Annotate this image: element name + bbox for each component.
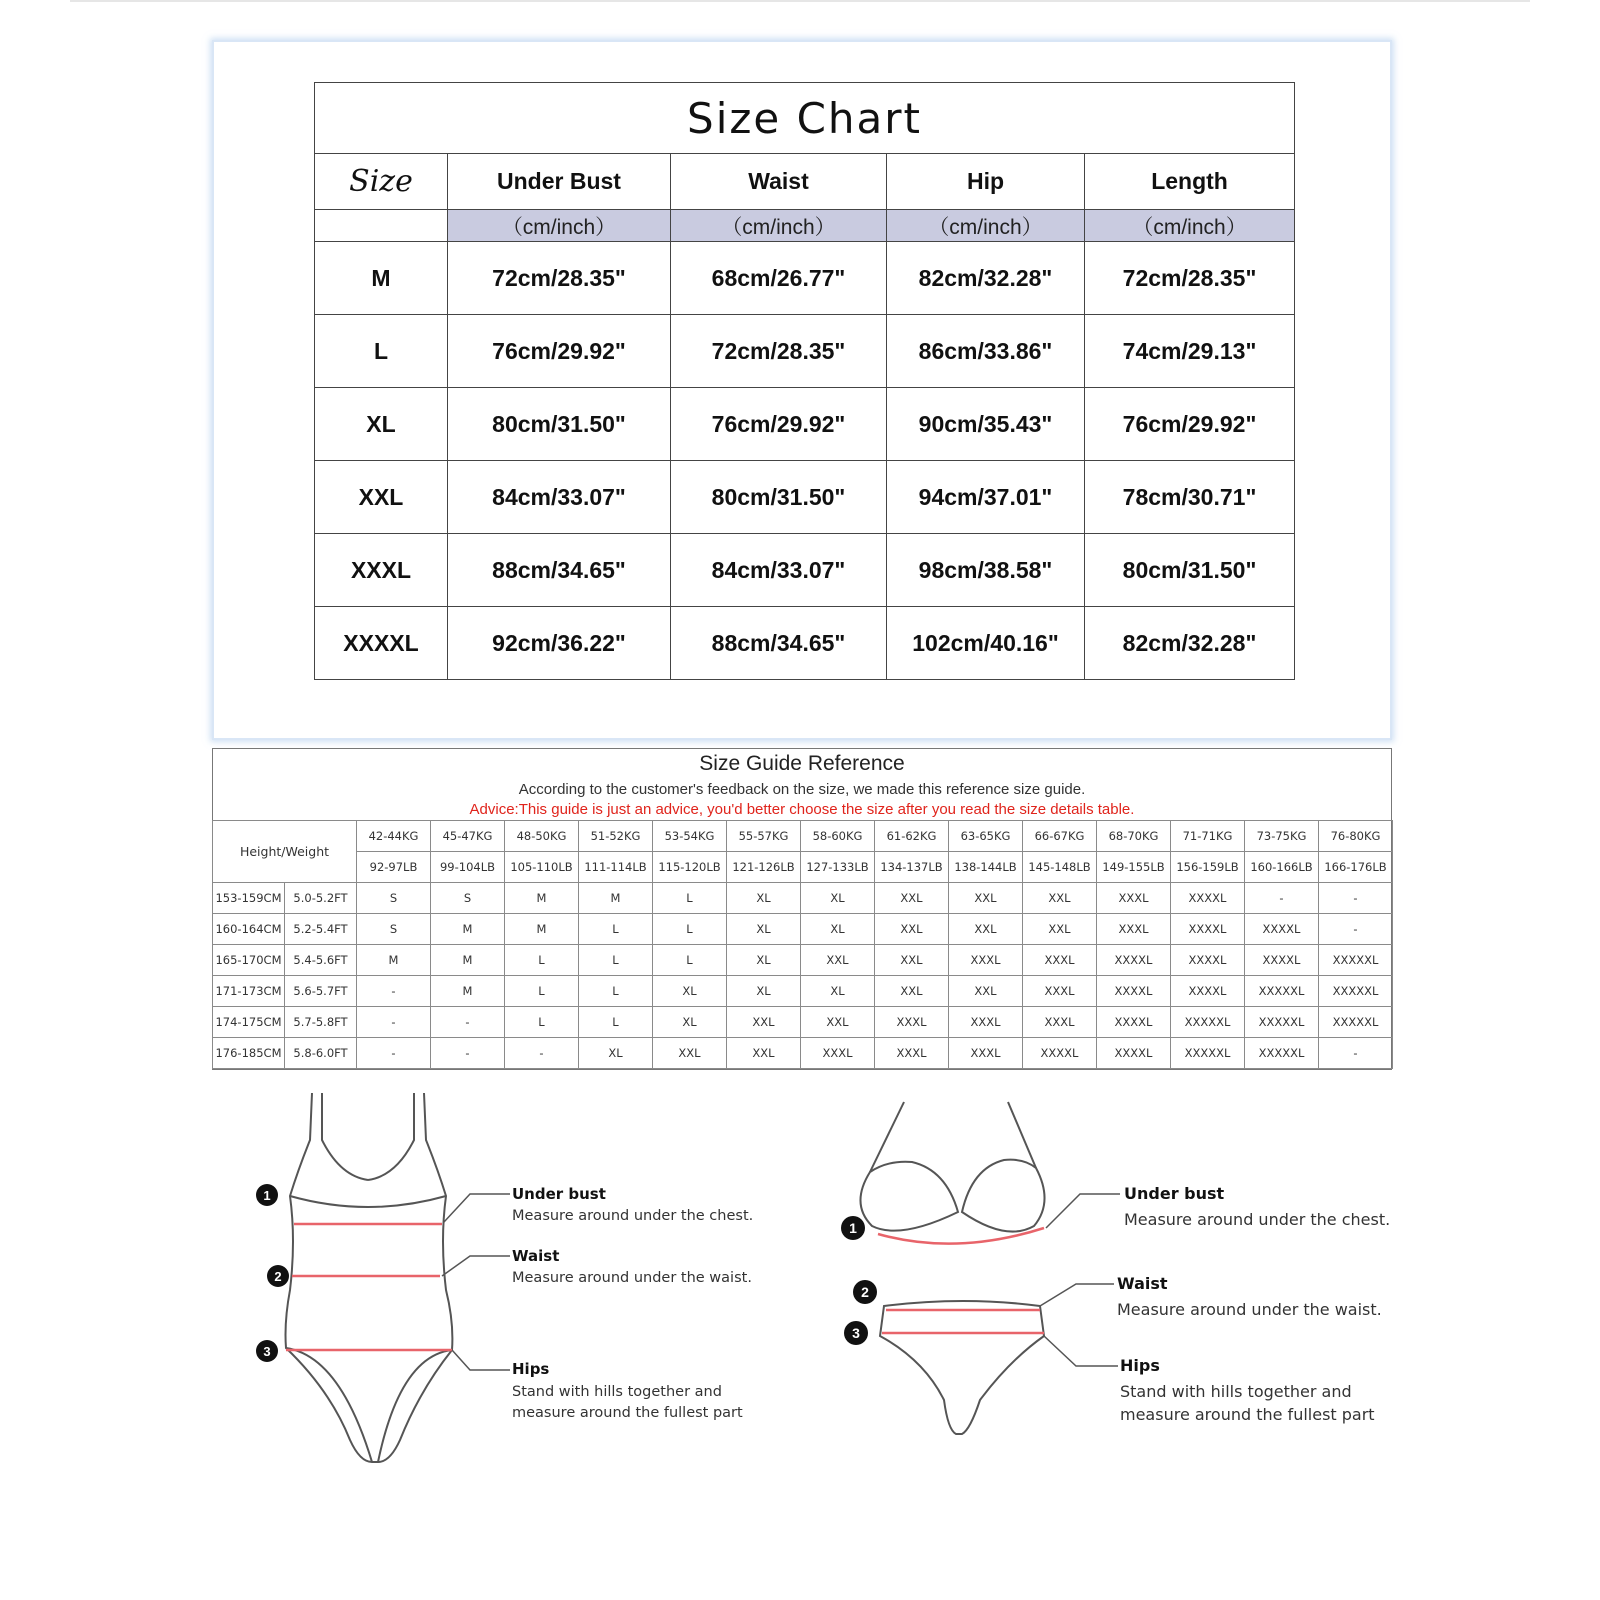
- guide-size-cell: XXL: [653, 1038, 727, 1069]
- guide-size-cell: XXXL: [949, 1038, 1023, 1069]
- height-ft-cell: 5.7-5.8FT: [285, 1007, 357, 1038]
- height-ft-cell: 5.6-5.7FT: [285, 976, 357, 1007]
- col-header-length: Length: [1085, 154, 1295, 210]
- guide-size-cell: L: [505, 976, 579, 1007]
- guide-size-cell: -: [1319, 914, 1393, 945]
- measurement-cell: 80cm/31.50": [1085, 534, 1295, 607]
- size-guide-advice: Advice:This guide is just an advice, you'd better choose the size after you read the size details table.: [469, 801, 1135, 818]
- size-cell: XL: [315, 388, 448, 461]
- bikini-measure-lines: [878, 1228, 1044, 1333]
- size-chart-title: Size Chart: [315, 83, 1295, 154]
- bikini-strap-right: [1008, 1102, 1036, 1168]
- guide-size-cell: L: [505, 945, 579, 976]
- guide-size-cell: XXL: [727, 1007, 801, 1038]
- one-piece-neck: [290, 1196, 446, 1207]
- size-column-header: Size: [315, 154, 448, 210]
- marker-2-label: 2: [861, 1284, 869, 1300]
- bikini-waist-desc: Measure around under the waist.: [1117, 1300, 1382, 1319]
- guide-size-cell: XL: [801, 976, 875, 1007]
- guide-size-cell: XXL: [949, 914, 1023, 945]
- guide-size-cell: XXXL: [1097, 883, 1171, 914]
- size-cell: L: [315, 315, 448, 388]
- guide-size-cell: XXL: [1023, 883, 1097, 914]
- bikini-hip-leader: [1044, 1336, 1118, 1366]
- guide-size-cell: XXXL: [1023, 1007, 1097, 1038]
- guide-size-cell: L: [653, 883, 727, 914]
- bikini-waist-title: Waist: [1117, 1274, 1168, 1293]
- guide-size-cell: M: [431, 945, 505, 976]
- height-ft-cell: 5.2-5.4FT: [285, 914, 357, 945]
- guide-size-cell: XXXXXL: [1245, 1038, 1319, 1069]
- guide-size-cell: XL: [579, 1038, 653, 1069]
- measurement-cell: 98cm/38.58": [887, 534, 1085, 607]
- guide-size-cell: S: [431, 883, 505, 914]
- guide-size-cell: XXXL: [1023, 945, 1097, 976]
- one-piece-strap-right: [368, 1093, 414, 1180]
- weight-lb-header: 127-133LB: [801, 852, 875, 883]
- guide-size-cell: XL: [801, 883, 875, 914]
- bikini-illustration: [860, 1102, 1044, 1434]
- guide-size-cell: XXXL: [1097, 914, 1171, 945]
- one-piece-leg-left: [286, 1348, 372, 1462]
- guide-size-cell: -: [1245, 883, 1319, 914]
- guide-size-cell: XL: [801, 914, 875, 945]
- guide-size-cell: L: [653, 945, 727, 976]
- height-cm-cell: 174-175CM: [213, 1007, 285, 1038]
- weight-kg-header: 42-44KG: [357, 821, 431, 852]
- height-cm-cell: 176-185CM: [213, 1038, 285, 1069]
- guide-size-cell: M: [431, 914, 505, 945]
- measurement-cell: 72cm/28.35": [671, 315, 887, 388]
- weight-lb-header: 149-155LB: [1097, 852, 1171, 883]
- size-cell: XXXL: [315, 534, 448, 607]
- size-cell: XXL: [315, 461, 448, 534]
- height-ft-cell: 5.8-6.0FT: [285, 1038, 357, 1069]
- guide-size-cell: XXXXL: [1245, 945, 1319, 976]
- weight-kg-header: 63-65KG: [949, 821, 1023, 852]
- one-piece-hips-title: Hips: [512, 1360, 550, 1378]
- weight-lb-header: 115-120LB: [653, 852, 727, 883]
- guide-size-cell: -: [431, 1007, 505, 1038]
- weight-kg-header: 48-50KG: [505, 821, 579, 852]
- measurement-cell: 76cm/29.92": [671, 388, 887, 461]
- weight-kg-header: 55-57KG: [727, 821, 801, 852]
- guide-size-cell: -: [357, 1007, 431, 1038]
- guide-size-cell: XXL: [949, 976, 1023, 1007]
- marker-3-label: 3: [852, 1325, 860, 1341]
- bikini-leader-lines: [1040, 1194, 1120, 1366]
- guide-size-cell: XXXXXL: [1245, 1007, 1319, 1038]
- one-piece-waist-leader: [442, 1256, 510, 1276]
- marker-3-label: 3: [263, 1344, 271, 1359]
- weight-lb-header: 99-104LB: [431, 852, 505, 883]
- measurement-cell: 86cm/33.86": [887, 315, 1085, 388]
- one-piece-hips-desc: Stand with hills together and measure around the fullest part: [512, 1384, 743, 1421]
- bikini-hips-title: Hips: [1120, 1356, 1160, 1375]
- measurement-cell: 80cm/31.50": [671, 461, 887, 534]
- one-piece-strap-left: [322, 1093, 368, 1180]
- guide-size-cell: L: [579, 976, 653, 1007]
- guide-size-cell: XXXXXL: [1319, 1007, 1393, 1038]
- guide-size-cell: XXXL: [949, 1007, 1023, 1038]
- guide-size-cell: M: [431, 976, 505, 1007]
- guide-size-cell: -: [431, 1038, 505, 1069]
- guide-size-cell: L: [579, 945, 653, 976]
- bikini-cup-left: [860, 1162, 958, 1231]
- weight-lb-header: 111-114LB: [579, 852, 653, 883]
- measurement-cell: 72cm/28.35": [1085, 242, 1295, 315]
- measurement-cell: 72cm/28.35": [448, 242, 671, 315]
- weight-kg-header: 61-62KG: [875, 821, 949, 852]
- unit-label: （cm/inch）: [887, 210, 1085, 242]
- weight-lb-header: 166-176LB: [1319, 852, 1393, 883]
- guide-size-cell: -: [505, 1038, 579, 1069]
- guide-size-cell: XXXXL: [1171, 976, 1245, 1007]
- measurement-cell: 78cm/30.71": [1085, 461, 1295, 534]
- guide-size-cell: L: [505, 1007, 579, 1038]
- guide-size-cell: -: [1319, 1038, 1393, 1069]
- weight-kg-header: 53-54KG: [653, 821, 727, 852]
- guide-size-cell: XXXXL: [1171, 914, 1245, 945]
- weight-lb-header: 92-97LB: [357, 852, 431, 883]
- weight-kg-header: 51-52KG: [579, 821, 653, 852]
- guide-size-cell: XXL: [801, 945, 875, 976]
- weight-lb-header: 145-148LB: [1023, 852, 1097, 883]
- guide-size-cell: XL: [727, 945, 801, 976]
- height-weight-header: Height/Weight: [213, 821, 357, 883]
- guide-size-cell: XXXXL: [1171, 883, 1245, 914]
- weight-kg-header: 45-47KG: [431, 821, 505, 852]
- weight-kg-header: 58-60KG: [801, 821, 875, 852]
- guide-size-cell: -: [357, 976, 431, 1007]
- guide-size-cell: XXXXL: [1171, 945, 1245, 976]
- guide-size-cell: L: [579, 1007, 653, 1038]
- measurement-cell: 102cm/40.16": [887, 607, 1085, 680]
- guide-size-cell: XL: [727, 914, 801, 945]
- col-header-under-bust: Under Bust: [448, 154, 671, 210]
- measurement-cell: 84cm/33.07": [671, 534, 887, 607]
- bikini-cup-right: [962, 1160, 1045, 1232]
- guide-size-cell: XXL: [801, 1007, 875, 1038]
- one-piece-underbust-leader: [444, 1194, 510, 1222]
- guide-size-cell: -: [1319, 883, 1393, 914]
- weight-kg-header: 66-67KG: [1023, 821, 1097, 852]
- guide-size-cell: XXXXXL: [1171, 1007, 1245, 1038]
- height-ft-cell: 5.4-5.6FT: [285, 945, 357, 976]
- measurement-cell: 74cm/29.13": [1085, 315, 1295, 388]
- guide-size-cell: XXL: [875, 945, 949, 976]
- marker-2-label: 2: [274, 1269, 282, 1284]
- guide-size-cell: XXXXXL: [1319, 976, 1393, 1007]
- marker-1-label: 1: [263, 1188, 271, 1203]
- height-ft-cell: 5.0-5.2FT: [285, 883, 357, 914]
- guide-size-cell: XXXL: [949, 945, 1023, 976]
- height-cm-cell: 165-170CM: [213, 945, 285, 976]
- guide-size-cell: XXL: [875, 883, 949, 914]
- one-piece-waist-desc: Measure around under the waist.: [512, 1270, 752, 1286]
- guide-size-cell: XXXL: [875, 1038, 949, 1069]
- one-piece-outline: [286, 1093, 453, 1462]
- weight-lb-header: 121-126LB: [727, 852, 801, 883]
- guide-size-cell: M: [357, 945, 431, 976]
- height-cm-cell: 171-173CM: [213, 976, 285, 1007]
- one-piece-measure-lines: [286, 1224, 452, 1350]
- measurement-cell: 92cm/36.22": [448, 607, 671, 680]
- measurement-cell: 84cm/33.07": [448, 461, 671, 534]
- weight-kg-header: 71-71KG: [1171, 821, 1245, 852]
- measurement-cell: 76cm/29.92": [1085, 388, 1295, 461]
- guide-size-cell: S: [357, 914, 431, 945]
- guide-size-cell: XXXXL: [1097, 945, 1171, 976]
- guide-size-cell: XXL: [949, 883, 1023, 914]
- size-guide-subtitle: According to the customer's feedback on the size, we made this reference size guide.: [518, 781, 1086, 798]
- weight-kg-header: 76-80KG: [1319, 821, 1393, 852]
- one-piece-underbust-desc: Measure around under the chest.: [512, 1208, 754, 1224]
- measurement-cell: 88cm/34.65": [448, 534, 671, 607]
- guide-size-cell: XXXXL: [1097, 1007, 1171, 1038]
- bikini-underbust-leader: [1046, 1194, 1120, 1228]
- measurement-cell: 82cm/32.28": [887, 242, 1085, 315]
- guide-size-cell: XXL: [727, 1038, 801, 1069]
- guide-size-cell: XL: [653, 976, 727, 1007]
- guide-size-cell: XXL: [1023, 914, 1097, 945]
- height-cm-cell: 160-164CM: [213, 914, 285, 945]
- measurement-cell: 80cm/31.50": [448, 388, 671, 461]
- bikini-bottom-outline: [880, 1301, 1044, 1434]
- guide-size-cell: XXXL: [1023, 976, 1097, 1007]
- guide-size-cell: XXL: [875, 914, 949, 945]
- guide-size-cell: L: [579, 914, 653, 945]
- measurement-cell: 68cm/26.77": [671, 242, 887, 315]
- measurement-cell: 94cm/37.01": [887, 461, 1085, 534]
- guide-size-cell: XL: [727, 976, 801, 1007]
- guide-size-cell: M: [505, 883, 579, 914]
- weight-lb-header: 160-166LB: [1245, 852, 1319, 883]
- guide-size-cell: XXXXL: [1245, 914, 1319, 945]
- measurement-cell: 90cm/35.43": [887, 388, 1085, 461]
- measurement-cell: 76cm/29.92": [448, 315, 671, 388]
- guide-size-cell: XL: [653, 1007, 727, 1038]
- guide-size-cell: XXXXL: [1097, 1038, 1171, 1069]
- guide-size-cell: XXXL: [801, 1038, 875, 1069]
- guide-size-cell: XXXXXL: [1245, 976, 1319, 1007]
- measurement-cell: 82cm/32.28": [1085, 607, 1295, 680]
- measurement-cell: 88cm/34.65": [671, 607, 887, 680]
- col-header-hip: Hip: [887, 154, 1085, 210]
- guide-size-cell: XXXXL: [1023, 1038, 1097, 1069]
- guide-size-cell: M: [579, 883, 653, 914]
- size-cell: M: [315, 242, 448, 315]
- weight-kg-header: 68-70KG: [1097, 821, 1171, 852]
- guide-size-cell: XXXL: [875, 1007, 949, 1038]
- size-cell: XXXXL: [315, 607, 448, 680]
- bikini-underbust-desc: Measure around under the chest.: [1124, 1210, 1391, 1229]
- unit-label: （cm/inch）: [448, 210, 671, 242]
- bikini-markers: [841, 1216, 877, 1345]
- size-guide-title: Size Guide Reference: [699, 752, 905, 775]
- weight-lb-header: 156-159LB: [1171, 852, 1245, 883]
- bikini-underbust-title: Under bust: [1124, 1184, 1225, 1203]
- one-piece-markers: [256, 1184, 289, 1362]
- height-cm-cell: 153-159CM: [213, 883, 285, 914]
- weight-kg-header: 73-75KG: [1245, 821, 1319, 852]
- col-header-waist: Waist: [671, 154, 887, 210]
- one-piece-swimsuit-illustration: [286, 1093, 453, 1462]
- weight-lb-header: 138-144LB: [949, 852, 1023, 883]
- weight-lb-header: 105-110LB: [505, 852, 579, 883]
- guide-size-cell: XXL: [875, 976, 949, 1007]
- unit-label: （cm/inch）: [1085, 210, 1295, 242]
- guide-size-cell: L: [653, 914, 727, 945]
- guide-size-cell: XXXXXL: [1319, 945, 1393, 976]
- guide-size-cell: M: [505, 914, 579, 945]
- guide-size-cell: -: [357, 1038, 431, 1069]
- unit-label: （cm/inch）: [671, 210, 887, 242]
- one-piece-underbust-title: Under bust: [512, 1185, 606, 1203]
- weight-lb-header: 134-137LB: [875, 852, 949, 883]
- guide-size-cell: S: [357, 883, 431, 914]
- bikini-waist-leader: [1040, 1284, 1114, 1306]
- one-piece-hip-leader: [452, 1350, 510, 1370]
- one-piece-waist-title: Waist: [512, 1247, 560, 1265]
- guide-size-cell: XXXXL: [1097, 976, 1171, 1007]
- marker-1-label: 1: [849, 1220, 857, 1236]
- bikini-hips-desc: Stand with hills together and measure around the fullest part: [1120, 1382, 1375, 1424]
- guide-size-cell: XL: [727, 883, 801, 914]
- guide-size-cell: XXXXXL: [1171, 1038, 1245, 1069]
